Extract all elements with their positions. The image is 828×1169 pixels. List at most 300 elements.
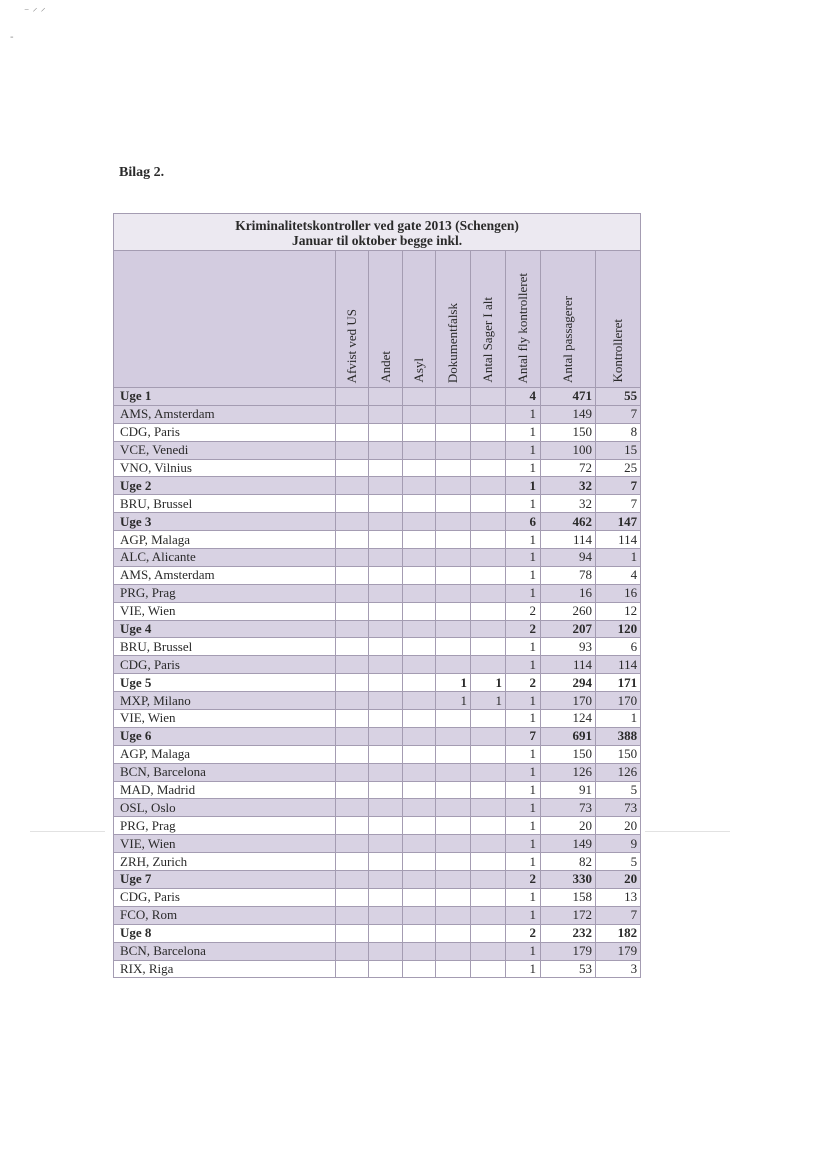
cell-antal-fly: 7 [506, 727, 541, 745]
cell-antal-passagerer: 691 [541, 727, 596, 745]
cell-andet [369, 674, 403, 692]
cell-antal-passagerer: 158 [541, 888, 596, 906]
cell-dokumentfalsk [436, 924, 471, 942]
cell-afvist [336, 924, 369, 942]
cell-asyl [403, 620, 436, 638]
cell-asyl [403, 549, 436, 567]
row-name: OSL, Oslo [114, 799, 336, 817]
table-row [114, 745, 641, 763]
cell-antal-fly: 2 [506, 871, 541, 889]
cell-andet [369, 853, 403, 871]
cell-asyl [403, 602, 436, 620]
row-name: AGP, Malaga [114, 531, 336, 549]
row-name: Uge 1 [114, 388, 336, 406]
cell-antal-passagerer: 330 [541, 871, 596, 889]
cell-dokumentfalsk [436, 620, 471, 638]
cell-asyl [403, 924, 436, 942]
cell-kontrolleret: 182 [596, 924, 641, 942]
cell-antal-sager [471, 495, 506, 513]
table-row [114, 405, 641, 423]
cell-asyl [403, 799, 436, 817]
cell-kontrolleret: 120 [596, 620, 641, 638]
cell-dokumentfalsk [436, 602, 471, 620]
cell-andet [369, 620, 403, 638]
cell-antal-sager [471, 817, 506, 835]
table-row [114, 656, 641, 674]
cell-kontrolleret: 147 [596, 513, 641, 531]
table-row [114, 692, 641, 710]
row-name: Uge 2 [114, 477, 336, 495]
cell-antal-sager [471, 799, 506, 817]
cell-kontrolleret: 5 [596, 853, 641, 871]
cell-antal-fly: 1 [506, 960, 541, 978]
cell-kontrolleret: 7 [596, 405, 641, 423]
cell-antal-fly: 1 [506, 906, 541, 924]
cell-andet [369, 871, 403, 889]
row-name: VIE, Wien [114, 835, 336, 853]
cell-antal-passagerer: 172 [541, 906, 596, 924]
cell-kontrolleret: 9 [596, 835, 641, 853]
cell-andet [369, 924, 403, 942]
cell-antal-fly: 1 [506, 763, 541, 781]
cell-antal-fly: 1 [506, 477, 541, 495]
cell-andet [369, 602, 403, 620]
cell-andet [369, 638, 403, 656]
cell-antal-passagerer: 82 [541, 853, 596, 871]
cell-antal-passagerer: 179 [541, 942, 596, 960]
table-row [114, 888, 641, 906]
cell-antal-sager [471, 513, 506, 531]
cell-antal-fly: 1 [506, 745, 541, 763]
row-name: ZRH, Zurich [114, 853, 336, 871]
table-title [114, 214, 641, 251]
cell-asyl [403, 423, 436, 441]
row-name: FCO, Rom [114, 906, 336, 924]
cell-antal-fly: 4 [506, 388, 541, 406]
cell-andet [369, 423, 403, 441]
row-name: AGP, Malaga [114, 745, 336, 763]
column-header-antal-fly: Antal fly kontrolleret [506, 251, 541, 388]
cell-kontrolleret: 114 [596, 656, 641, 674]
cell-asyl [403, 584, 436, 602]
cell-dokumentfalsk [436, 495, 471, 513]
cell-andet [369, 799, 403, 817]
row-name: BRU, Brussel [114, 638, 336, 656]
cell-asyl [403, 656, 436, 674]
cell-dokumentfalsk [436, 638, 471, 656]
row-name: PRG, Prag [114, 817, 336, 835]
cell-antal-fly: 2 [506, 924, 541, 942]
cell-dokumentfalsk [436, 906, 471, 924]
cell-asyl [403, 835, 436, 853]
cell-andet [369, 817, 403, 835]
cell-afvist [336, 817, 369, 835]
cell-afvist [336, 727, 369, 745]
cell-afvist [336, 888, 369, 906]
cell-dokumentfalsk [436, 745, 471, 763]
cell-antal-sager [471, 727, 506, 745]
cell-antal-passagerer: 150 [541, 745, 596, 763]
cell-afvist [336, 674, 369, 692]
cell-andet [369, 459, 403, 477]
cell-asyl [403, 692, 436, 710]
cell-kontrolleret: 12 [596, 602, 641, 620]
cell-antal-fly: 1 [506, 853, 541, 871]
table-row [114, 906, 641, 924]
cell-dokumentfalsk [436, 584, 471, 602]
cell-afvist [336, 692, 369, 710]
cell-andet [369, 584, 403, 602]
cell-antal-sager [471, 405, 506, 423]
table-row [114, 584, 641, 602]
table-row-week [114, 924, 641, 942]
cell-asyl [403, 853, 436, 871]
cell-afvist [336, 745, 369, 763]
control-table-container [113, 213, 640, 978]
cell-antal-fly: 1 [506, 799, 541, 817]
cell-dokumentfalsk [436, 888, 471, 906]
cell-antal-sager [471, 549, 506, 567]
cell-andet [369, 566, 403, 584]
table-row-week [114, 513, 641, 531]
table-row [114, 566, 641, 584]
cell-afvist [336, 853, 369, 871]
cell-afvist [336, 549, 369, 567]
cell-kontrolleret: 179 [596, 942, 641, 960]
cell-afvist [336, 781, 369, 799]
cell-afvist [336, 531, 369, 549]
cell-dokumentfalsk [436, 477, 471, 495]
cell-kontrolleret: 7 [596, 477, 641, 495]
cell-kontrolleret: 15 [596, 441, 641, 459]
row-name: VIE, Wien [114, 602, 336, 620]
cell-andet [369, 888, 403, 906]
cell-antal-passagerer: 73 [541, 799, 596, 817]
cell-antal-fly: 1 [506, 656, 541, 674]
cell-antal-passagerer: 471 [541, 388, 596, 406]
cell-andet [369, 513, 403, 531]
cell-asyl [403, 638, 436, 656]
row-name: MAD, Madrid [114, 781, 336, 799]
cell-antal-passagerer: 207 [541, 620, 596, 638]
cell-kontrolleret: 6 [596, 638, 641, 656]
cell-antal-passagerer: 16 [541, 584, 596, 602]
cell-antal-passagerer: 32 [541, 495, 596, 513]
cell-kontrolleret: 4 [596, 566, 641, 584]
row-name: VNO, Vilnius [114, 459, 336, 477]
cell-antal-sager: 1 [471, 692, 506, 710]
cell-dokumentfalsk [436, 459, 471, 477]
cell-afvist [336, 584, 369, 602]
cell-andet [369, 727, 403, 745]
row-name: Uge 4 [114, 620, 336, 638]
cell-asyl [403, 763, 436, 781]
cell-dokumentfalsk [436, 853, 471, 871]
column-header-label [114, 251, 336, 388]
table-row-week [114, 388, 641, 406]
cell-antal-passagerer: 149 [541, 405, 596, 423]
cell-antal-fly: 1 [506, 405, 541, 423]
table-row [114, 495, 641, 513]
cell-antal-fly: 1 [506, 584, 541, 602]
row-name: VIE, Wien [114, 710, 336, 728]
cell-andet [369, 781, 403, 799]
cell-dokumentfalsk: 1 [436, 692, 471, 710]
cell-afvist [336, 566, 369, 584]
scan-mark-left: - [10, 32, 14, 43]
cell-antal-sager [471, 441, 506, 459]
table-row [114, 942, 641, 960]
row-name: Uge 6 [114, 727, 336, 745]
table-row [114, 638, 641, 656]
row-name: AMS, Amsterdam [114, 405, 336, 423]
table-row [114, 835, 641, 853]
cell-afvist [336, 710, 369, 728]
cell-afvist [336, 620, 369, 638]
control-table [113, 213, 641, 978]
row-name: Uge 8 [114, 924, 336, 942]
cell-antal-sager [471, 942, 506, 960]
cell-antal-fly: 6 [506, 513, 541, 531]
table-row [114, 549, 641, 567]
cell-afvist [336, 799, 369, 817]
cell-asyl [403, 781, 436, 799]
column-header-antal-sager: Antal Sager I alt [471, 251, 506, 388]
cell-dokumentfalsk [436, 781, 471, 799]
cell-antal-sager [471, 853, 506, 871]
cell-afvist [336, 871, 369, 889]
cell-antal-sager [471, 638, 506, 656]
column-header-asyl: Asyl [403, 251, 436, 388]
cell-antal-passagerer: 94 [541, 549, 596, 567]
cell-andet [369, 477, 403, 495]
table-title-line-2: Januar til oktober begge inkl. [291, 233, 463, 248]
cell-afvist [336, 423, 369, 441]
cell-dokumentfalsk [436, 531, 471, 549]
cell-antal-sager [471, 763, 506, 781]
cell-andet [369, 710, 403, 728]
cell-dokumentfalsk [436, 817, 471, 835]
cell-antal-sager [471, 781, 506, 799]
cell-asyl [403, 495, 436, 513]
cell-antal-passagerer: 294 [541, 674, 596, 692]
table-row [114, 423, 641, 441]
cell-dokumentfalsk [436, 423, 471, 441]
cell-kontrolleret: 171 [596, 674, 641, 692]
table-row-week [114, 477, 641, 495]
cell-asyl [403, 405, 436, 423]
cell-asyl [403, 817, 436, 835]
cell-antal-passagerer: 93 [541, 638, 596, 656]
cell-antal-passagerer: 260 [541, 602, 596, 620]
cell-asyl [403, 727, 436, 745]
table-row [114, 459, 641, 477]
cell-antal-sager [471, 531, 506, 549]
cell-afvist [336, 495, 369, 513]
cell-afvist [336, 906, 369, 924]
cell-antal-sager [471, 710, 506, 728]
cell-kontrolleret: 114 [596, 531, 641, 549]
cell-kontrolleret: 13 [596, 888, 641, 906]
cell-dokumentfalsk [436, 710, 471, 728]
cell-asyl [403, 531, 436, 549]
table-row [114, 441, 641, 459]
cell-antal-fly: 2 [506, 674, 541, 692]
row-name: BCN, Barcelona [114, 942, 336, 960]
cell-antal-sager [471, 888, 506, 906]
cell-afvist [336, 388, 369, 406]
cell-antal-passagerer: 232 [541, 924, 596, 942]
cell-kontrolleret: 170 [596, 692, 641, 710]
row-name: VCE, Venedi [114, 441, 336, 459]
cell-dokumentfalsk [436, 871, 471, 889]
row-name: MXP, Milano [114, 692, 336, 710]
cell-dokumentfalsk [436, 763, 471, 781]
cell-antal-sager [471, 584, 506, 602]
cell-antal-fly: 1 [506, 441, 541, 459]
cell-andet [369, 745, 403, 763]
cell-antal-fly: 1 [506, 638, 541, 656]
cell-antal-fly: 1 [506, 692, 541, 710]
cell-afvist [336, 602, 369, 620]
cell-afvist [336, 960, 369, 978]
cell-afvist [336, 477, 369, 495]
cell-antal-sager [471, 388, 506, 406]
cell-asyl [403, 674, 436, 692]
cell-antal-fly: 1 [506, 566, 541, 584]
cell-andet [369, 388, 403, 406]
cell-kontrolleret: 8 [596, 423, 641, 441]
cell-dokumentfalsk [436, 441, 471, 459]
cell-antal-passagerer: 150 [541, 423, 596, 441]
cell-afvist [336, 513, 369, 531]
row-name: CDG, Paris [114, 888, 336, 906]
cell-kontrolleret: 16 [596, 584, 641, 602]
column-header-row [114, 251, 641, 388]
table-row [114, 817, 641, 835]
table-title-line-1: Kriminalitetskontroller ved gate 2013 (Schengen) [235, 218, 519, 233]
cell-andet [369, 495, 403, 513]
cell-dokumentfalsk [436, 566, 471, 584]
cell-kontrolleret: 55 [596, 388, 641, 406]
cell-dokumentfalsk [436, 960, 471, 978]
row-name: PRG, Prag [114, 584, 336, 602]
scan-line-left [30, 831, 105, 832]
cell-antal-sager [471, 423, 506, 441]
cell-afvist [336, 763, 369, 781]
cell-afvist [336, 638, 369, 656]
table-row-week [114, 674, 641, 692]
scan-line-right [645, 831, 730, 832]
cell-antal-sager [471, 871, 506, 889]
cell-antal-sager [471, 906, 506, 924]
cell-kontrolleret: 150 [596, 745, 641, 763]
cell-antal-fly: 1 [506, 459, 541, 477]
cell-dokumentfalsk [436, 513, 471, 531]
column-header-dokumentfalsk: Dokumentfalsk [436, 251, 471, 388]
column-header-antal-passagerer: Antal passagerer [541, 251, 596, 388]
cell-asyl [403, 745, 436, 763]
cell-asyl [403, 566, 436, 584]
cell-dokumentfalsk [436, 656, 471, 674]
cell-antal-passagerer: 170 [541, 692, 596, 710]
cell-antal-sager [471, 477, 506, 495]
cell-antal-passagerer: 149 [541, 835, 596, 853]
cell-kontrolleret: 5 [596, 781, 641, 799]
cell-dokumentfalsk [436, 549, 471, 567]
cell-antal-fly: 1 [506, 817, 541, 835]
cell-antal-passagerer: 20 [541, 817, 596, 835]
cell-asyl [403, 871, 436, 889]
cell-kontrolleret: 20 [596, 817, 641, 835]
column-header-afvist: Afvist ved US [336, 251, 369, 388]
cell-antal-sager [471, 960, 506, 978]
cell-dokumentfalsk [436, 727, 471, 745]
table-row [114, 710, 641, 728]
cell-antal-sager [471, 620, 506, 638]
column-header-andet: Andet [369, 251, 403, 388]
cell-antal-fly: 1 [506, 710, 541, 728]
column-header-kontrolleret: Kontrolleret [596, 251, 641, 388]
cell-antal-sager [471, 924, 506, 942]
cell-asyl [403, 960, 436, 978]
cell-andet [369, 960, 403, 978]
cell-antal-fly: 1 [506, 495, 541, 513]
row-name: AMS, Amsterdam [114, 566, 336, 584]
cell-asyl [403, 906, 436, 924]
row-name: BCN, Barcelona [114, 763, 336, 781]
cell-dokumentfalsk [436, 388, 471, 406]
cell-afvist [336, 656, 369, 674]
cell-dokumentfalsk [436, 835, 471, 853]
cell-dokumentfalsk [436, 942, 471, 960]
cell-afvist [336, 405, 369, 423]
table-row [114, 602, 641, 620]
cell-antal-passagerer: 100 [541, 441, 596, 459]
cell-andet [369, 531, 403, 549]
table-row [114, 781, 641, 799]
attachment-label: Bilag 2. [119, 165, 165, 180]
cell-antal-passagerer: 32 [541, 477, 596, 495]
table-row-week [114, 871, 641, 889]
cell-antal-fly: 1 [506, 549, 541, 567]
cell-antal-passagerer: 72 [541, 459, 596, 477]
table-row-week [114, 727, 641, 745]
cell-afvist [336, 441, 369, 459]
table-row [114, 531, 641, 549]
cell-andet [369, 549, 403, 567]
row-name: ALC, Alicante [114, 549, 336, 567]
cell-antal-sager [471, 745, 506, 763]
cell-kontrolleret: 1 [596, 549, 641, 567]
cell-asyl [403, 888, 436, 906]
cell-antal-passagerer: 91 [541, 781, 596, 799]
cell-andet [369, 441, 403, 459]
cell-asyl [403, 942, 436, 960]
cell-antal-sager [471, 835, 506, 853]
cell-antal-sager: 1 [471, 674, 506, 692]
cell-antal-fly: 1 [506, 835, 541, 853]
cell-antal-passagerer: 462 [541, 513, 596, 531]
row-name: CDG, Paris [114, 423, 336, 441]
cell-kontrolleret: 1 [596, 710, 641, 728]
cell-kontrolleret: 7 [596, 495, 641, 513]
cell-antal-fly: 1 [506, 888, 541, 906]
cell-afvist [336, 942, 369, 960]
table-row [114, 853, 641, 871]
table-row-week [114, 620, 641, 638]
cell-antal-passagerer: 114 [541, 531, 596, 549]
